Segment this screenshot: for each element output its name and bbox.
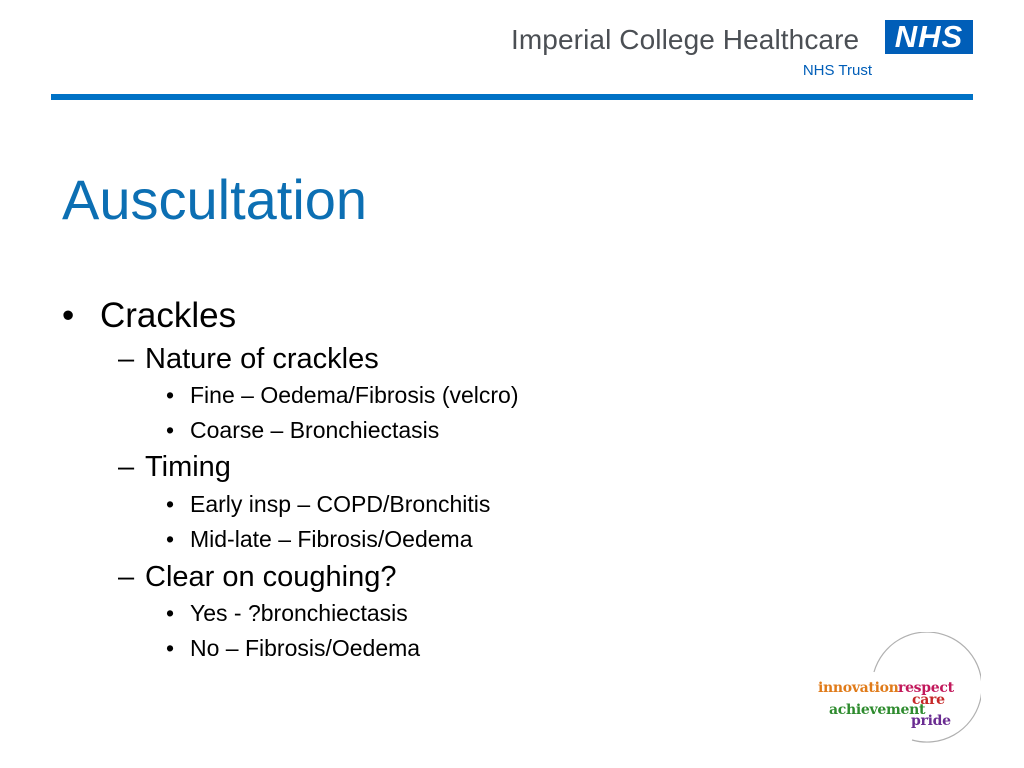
bullet-marker: • <box>166 635 175 661</box>
bullet-marker: • <box>166 417 175 443</box>
bullet-text-level-2: Nature of crackles <box>145 343 379 375</box>
bullet-text-level-3: Early insp – COPD/Bronchitis <box>190 491 491 517</box>
slide-title: Auscultation <box>62 168 368 231</box>
value-word-achievement: achievement <box>829 702 926 718</box>
value-word-pride: pride <box>911 713 951 729</box>
org-subtitle: NHS Trust <box>802 62 872 79</box>
bullet-text-level-1: Crackles <box>100 296 237 335</box>
bullet-marker: • <box>166 526 175 552</box>
bullet-text-level-2: Timing <box>145 451 231 483</box>
bullet-marker: • <box>166 382 175 408</box>
bullet-marker: – <box>118 451 135 483</box>
bullet-text-level-3: Mid-late – Fibrosis/Oedema <box>190 526 473 552</box>
value-word-respect: respect <box>898 680 954 696</box>
bullet-marker: • <box>62 296 75 335</box>
bullet-text-level-3: Coarse – Bronchiectasis <box>190 417 440 443</box>
bullet-marker: – <box>118 343 135 375</box>
values-badge <box>816 632 981 744</box>
bullet-marker: – <box>118 561 135 593</box>
bullet-marker: • <box>166 491 175 517</box>
bullet-text-level-2: Clear on coughing? <box>145 561 397 593</box>
org-name: Imperial College Healthcare <box>511 24 860 55</box>
bullet-marker: • <box>166 600 175 626</box>
bullet-text-level-3: Yes - ?bronchiectasis <box>190 600 408 626</box>
header-rule <box>51 94 973 100</box>
bullet-text-level-3: Fine – Oedema/Fibrosis (velcro) <box>190 382 519 408</box>
bullet-text-level-3: No – Fibrosis/Oedema <box>190 635 421 661</box>
value-word-care: care <box>912 692 945 708</box>
nhs-logo: NHS <box>885 20 973 54</box>
value-word-innovation: innovation <box>818 680 899 696</box>
